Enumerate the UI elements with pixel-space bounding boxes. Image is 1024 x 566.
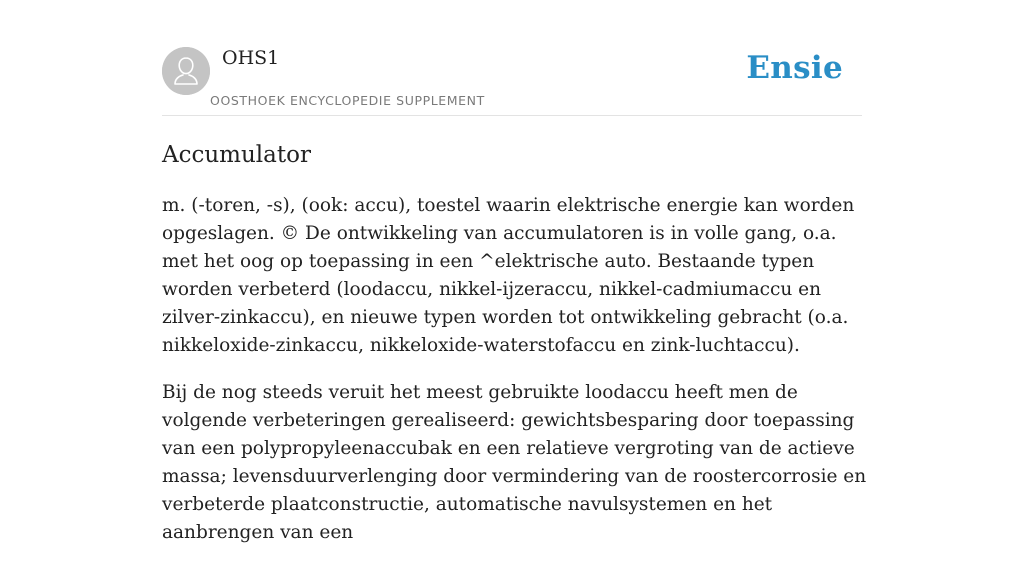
user-avatar[interactable]: [162, 47, 210, 95]
article-container: [162, 0, 867, 543]
article-paragraph: Bij de nog steeds veruit het meest gebruikte loodaccu heeft men de volgende verbeteringen gerealiseerd: gewichtsbesparing door toepassing van een polypropyleenaccubak en een relatieve vergroting van de actieve massa; levensduurverlenging door vermindering van de roostercorrosie en verbeterde plaatconstructie, automatische navulsystemen en het aanbrengen van een: [162, 382, 867, 543]
article-header: [162, 0, 862, 116]
article-title: Accumulator: [162, 142, 311, 168]
user-silhouette-icon: [162, 47, 210, 95]
source-label[interactable]: OOSTHOEK ENCYCLOPEDIE SUPPLEMENT: [210, 93, 485, 108]
author-username[interactable]: OHS1: [222, 47, 280, 69]
article-paragraph: m. (-toren, -s), (ook: accu), toestel waarin elektrische energie kan worden opgeslagen. © De ontwikkeling van accumulatoren is in volle gang, o.a. met het oog op toepassing in een ^elektrische auto. Bestaande typen worden verbeterd (loodaccu, nikkel-ijzeraccu, nikkel-cadmiumaccu en zilver-zinkaccu), en nieuwe typen worden tot ontwikkeling gebracht (o.a. nikkeloxide-zinkaccu, nikkeloxide-waterstofaccu en zink-luchtaccu).: [162, 195, 855, 356]
ensie-logo[interactable]: Ensie: [746, 50, 843, 86]
article-body: [162, 192, 872, 566]
